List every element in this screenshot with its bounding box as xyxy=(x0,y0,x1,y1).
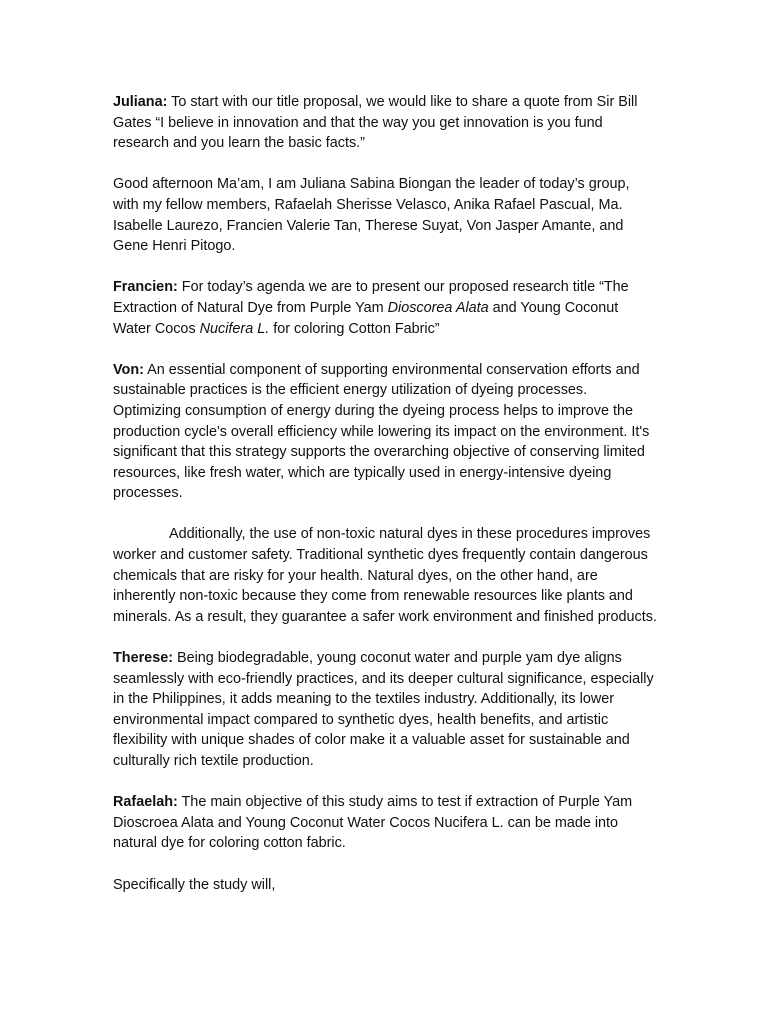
paragraph-text: for coloring Cotton Fabric” xyxy=(269,320,440,337)
speaker-label: Francien: xyxy=(113,279,178,296)
paragraph-greeting xyxy=(113,174,658,256)
speaker-label: Rafaelah: xyxy=(113,794,178,811)
scientific-name: Dioscorea Alata xyxy=(387,299,489,316)
scientific-name: Nucifera L. xyxy=(199,320,270,337)
paragraph-text: The main objective of this study aims to test if extraction of Purple Yam Dioscroea Alata and Young Coconut Water Cocos Nucifera L. can be made into natural dye for coloring cotton fabric. xyxy=(113,794,633,852)
speaker-label: Juliana: xyxy=(113,94,168,110)
paragraph-therese xyxy=(113,648,658,772)
document-page xyxy=(113,92,658,916)
paragraph-text: To start with our title proposal, we would like to share a quote from Sir Bill Gates “I believe in innovation and that the way you get innovation is you fund research and you learn the basic facts.” xyxy=(113,94,638,152)
speaker-label: Von: xyxy=(113,361,144,378)
paragraph-text: Good afternoon Ma’am, I am Juliana Sabina Biongan the leader of today’s group, with my fellow members, Rafaelah Sherisse Velasco, Anika Rafael Pascual, Ma. Isabelle Laurezo, Francien Valerie Tan, Therese Suyat, Von Jasper Amante, and Gene Henri Pitogo. xyxy=(113,176,630,255)
paragraph-von-continued xyxy=(113,524,658,627)
paragraph-juliana-intro xyxy=(113,92,658,154)
paragraph-text: and Young Coconut Water Cocos xyxy=(113,299,619,337)
speaker-label: Therese: xyxy=(113,650,173,667)
paragraph-francien xyxy=(113,277,658,339)
paragraph-text: Specifically the study will, xyxy=(113,876,276,893)
paragraph-specifically xyxy=(113,875,658,896)
paragraph-von xyxy=(113,360,658,504)
paragraph-text: For today’s agenda we are to present our proposed research title “The Extraction of Natural Dye from Purple Yam xyxy=(113,279,629,316)
paragraph-text: An essential component of supporting environmental conservation efforts and sustainable practices is the efficient energy utilization of dyeing processes. Optimizing consumption of energy during the dyeing process helps to improve the production cycle's overall efficiency while lowering its impact on the environment. It's significant that this strategy supports the overarching objective of conserving limited resources, like fresh water, which are typically used in energy-intensive dyeing processes. xyxy=(113,361,650,502)
paragraph-text: Additionally, the use of non-toxic natural dyes in these procedures improves worker and customer safety. Traditional synthetic dyes frequently contain dangerous chemicals that are risky for your health. Natural dyes, on the other hand, are inherently non-toxic because they come from renewable resources like plants and minerals. As a result, they guarantee a safer work environment and finished products. xyxy=(113,526,657,625)
paragraph-rafaelah xyxy=(113,792,658,854)
paragraph-text: Being biodegradable, young coconut water and purple yam dye aligns seamlessly with eco-friendly practices, and its deeper cultural significance, especially in the Philippines, it adds meaning to the textiles industry. Additionally, its lower environmental impact compared to synthetic dyes, health benefits, and artistic flexibility with unique shades of color make it a valuable asset for sustainable and culturally rich textile production. xyxy=(113,650,654,769)
